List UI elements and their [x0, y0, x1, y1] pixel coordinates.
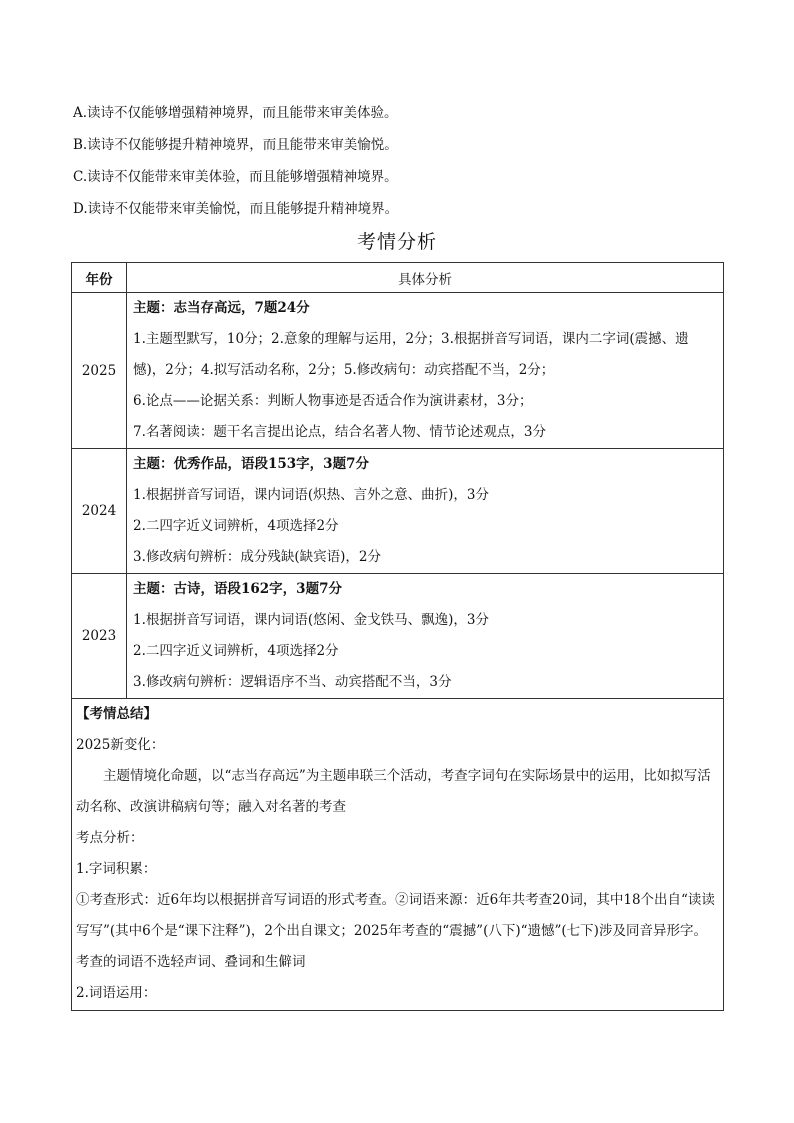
detail-cell	[127, 449, 724, 574]
section-title: 考情分析	[356, 231, 437, 253]
summary-cell	[72, 699, 724, 1011]
row-item: 2.二四字近义词辨析，4项选择2分	[133, 518, 339, 534]
option-c: C.读诗不仅能带来审美体验，而且能够增强精神境界。	[73, 169, 398, 185]
row-item: 1.主题型默写，10分；2.意象的理解与运用，2分；3.根据拼音写词语，课内二字词(震撼、遗憾)，2分；4.拟写活动名称，2分；5.修改病句：动宾搭配不当，2分；	[133, 331, 689, 378]
answer-options	[73, 103, 723, 231]
row-item: 3.修改病句辨析：逻辑语序不当、动宾搭配不当，3分	[133, 674, 452, 690]
row-item: 1.根据拼音写词语，课内词语(悠闲、金戈铁马、飘逸)，3分	[133, 612, 490, 628]
table-row	[72, 449, 724, 574]
year-cell: 2025	[72, 293, 127, 449]
row-theme: 主题：古诗，语段162字，3题7分	[133, 581, 342, 597]
point-1-label: 1.字词积累：	[76, 861, 157, 877]
row-item: 7.名著阅读：题干名言提出论点，结合名著人物、情节论述观点，3分	[133, 424, 546, 440]
row-theme: 主题：优秀作品，语段153字，3题7分	[133, 456, 369, 472]
table-row	[72, 293, 724, 449]
row-item: 1.根据拼音写词语，课内词语(炽热、言外之意、曲折)，3分	[133, 487, 490, 503]
row-item: 3.修改病句辨析：成分残缺(缺宾语)，2分	[133, 549, 382, 565]
analysis-table	[71, 262, 724, 1011]
table-row	[72, 574, 724, 699]
detail-cell	[127, 574, 724, 699]
point-1-text: ①考查形式：近6年均以根据拼音写词语的形式考查。②词语来源：近6年共考查20词，其中18个出自“读读写写”(其中6个是“课下注释”)，2个出自课文；2025年考查的“震撼”(八下)“遗憾”(七下)涉及同音异形字。考查的词语不选轻声词、叠词和生僻词	[76, 892, 715, 970]
row-item: 2.二四字近义词辨析，4项选择2分	[133, 643, 339, 659]
header-analysis: 具体分析	[127, 263, 724, 293]
new-change-text: 主题情境化命题，以“志当存高远”为主题串联三个活动，考查字词句在实际场景中的运用，比如拟写活动名称、改演讲稿病句等；融入对名著的考查	[76, 768, 711, 815]
option-b: B.读诗不仅能够提升精神境界，而且能带来审美愉悦。	[73, 137, 398, 153]
table-header-row	[72, 263, 724, 293]
summary-row	[72, 699, 724, 1011]
option-d: D.读诗不仅能带来审美愉悦，而且能够提升精神境界。	[73, 201, 399, 217]
year-cell: 2024	[72, 449, 127, 574]
header-year: 年份	[72, 263, 127, 293]
summary-heading: 【考情总结】	[76, 706, 157, 722]
year-cell: 2023	[72, 574, 127, 699]
point-2-label: 2.词语运用：	[76, 985, 157, 1001]
detail-cell	[127, 293, 724, 449]
new-change-label: 2025新变化：	[76, 737, 165, 753]
row-item: 6.论点——论据关系：判断人物事迹是否适合作为演讲素材，3分；	[133, 393, 533, 409]
option-a: A.读诗不仅能够增强精神境界，而且能带来审美体验。	[73, 105, 398, 121]
analysis-label: 考点分析：	[76, 830, 144, 846]
row-theme: 主题：志当存高远，7题24分	[133, 300, 310, 316]
